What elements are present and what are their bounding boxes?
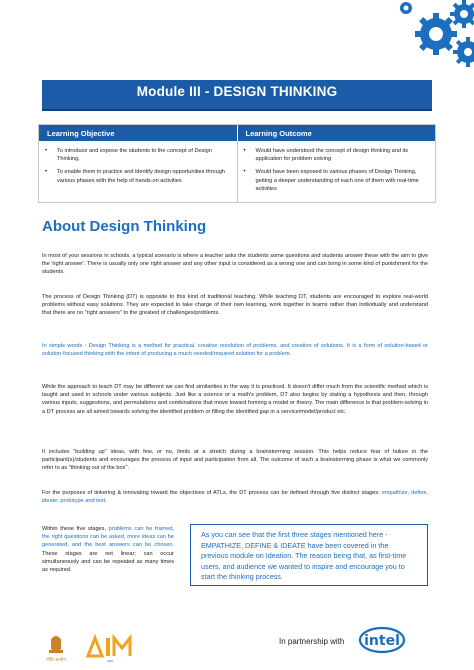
callout-box: As you can see that the first three stages mentioned here - EMPATHIZE, DEFINE & IDEATE have been covered in the previous module on Ideation. The reason being that, as first-time users, and audience we wanted to inspire and encourage you to start the thinking process. [190, 524, 428, 586]
intel-logo [358, 624, 406, 656]
outcome-header: Learning Outcome [245, 129, 312, 138]
list-item: • To introduce and expose the students to the concept of Design Thinking, [45, 148, 212, 163]
svg-text:intel: intel [364, 633, 400, 649]
paragraph-3: In simple words - Design Thinking is a method for practical, creative resolution of problems, and creation of solutions. It is a form of solution-based or solution-focused thinking with the intent of producing a much needed/required solution for a problem. [42, 343, 428, 358]
national-emblem-icon [42, 634, 70, 664]
aim-logo [86, 632, 146, 664]
paragraph-2: The process of Design Thinking (DT) is opposite to this kind of traditional teaching. While teaching DT, students are encouraged to explore real-world problems without easy solutions. They are expected to take charge of their own learning, work together in teams rather than individually and understand that there are no "right answers" to the greatest of challenges/problems. [42, 294, 428, 317]
paragraph-4: While the approach to teach DT may be different we can find similarities in the way it is practiced. It doesn't differ much from the scientific method which is taught and used in schools under various subjects. Just like a science or a math's problem, DT also begins by stating a hypothesis and then, through various inputs, suggestions, and permutations and combinations that move toward forming a model or theory. The main difference is that problem-solving in a DT process are all aimed towards solving the identified problem or filling the identified gap in a service/model/product etc. [42, 384, 428, 415]
learning-table-body [39, 141, 435, 202]
partnership-text: In partnership with [279, 637, 345, 646]
outcomes-column [238, 141, 436, 202]
section-title: About Design Thinking [42, 218, 207, 235]
objectives-column [39, 141, 238, 202]
bullet-icon: • [45, 169, 48, 176]
stages-list: empathize, define, ideate, prototype and test. [42, 490, 429, 505]
paragraph-5: It includes "building up" ideas, with few, or no, limits at a stretch during a brainstorming session. This helps reduce fear of failure in the participant(s)/students and encourages the process of input and participation from all. The outcome of such a brainstorming phase is what we commonly refer to as "thinking out of the box". [42, 449, 428, 472]
stages-note: Within these five stages, problems can be framed, the right questions can be asked, more ideas can be generated, and the best answers can be chosen. These stages are not linear; can occur simultaneously and can be repeated as many times as required. [42, 526, 174, 574]
svg-text:AIM: AIM [107, 659, 113, 663]
objective-header: Learning Objective [39, 125, 238, 141]
svg-text:नीति आयोग: नीति आयोग [46, 658, 66, 663]
module-header-bar [42, 80, 432, 109]
list-item: • Would have been exposed to various phases of Design Thinking, getting a deeper understanding of each one of them with real-time activities [243, 169, 419, 192]
bullet-icon: • [243, 169, 246, 176]
paragraph-6: For the purposes of tinkering & innovating toward the objectives of ATLs, the DT process can be defined through five distinct stages: empathize, define, ideate, prototype and test. [42, 490, 429, 505]
stages-highlight: problems can be framed, the right questions can be asked, more ideas can be generated, and the best answers can be chosen. [42, 526, 174, 549]
paragraph-1: In most of your sessions in schools, a typical scenario is where a teacher asks the students some questions and students answer these with the aim to give the 'right answer'. There is usually only one right answer and any other input is considered as a wrong one and can bring in some kind of punishment for the students. [42, 253, 428, 276]
learning-table [38, 124, 436, 203]
bullet-icon: • [243, 148, 246, 154]
bullet-icon: • [45, 148, 48, 154]
list-item: • To enable them to practice and identify design opportunities through various phases with the help of hands-on activities [45, 169, 225, 184]
gears-decoration [364, 0, 474, 80]
learning-table-header [39, 125, 435, 141]
module-title: Module III - DESIGN THINKING [136, 84, 338, 99]
list-item: • Would have understood the concept of design thinking and its application for problem solving [243, 148, 409, 163]
